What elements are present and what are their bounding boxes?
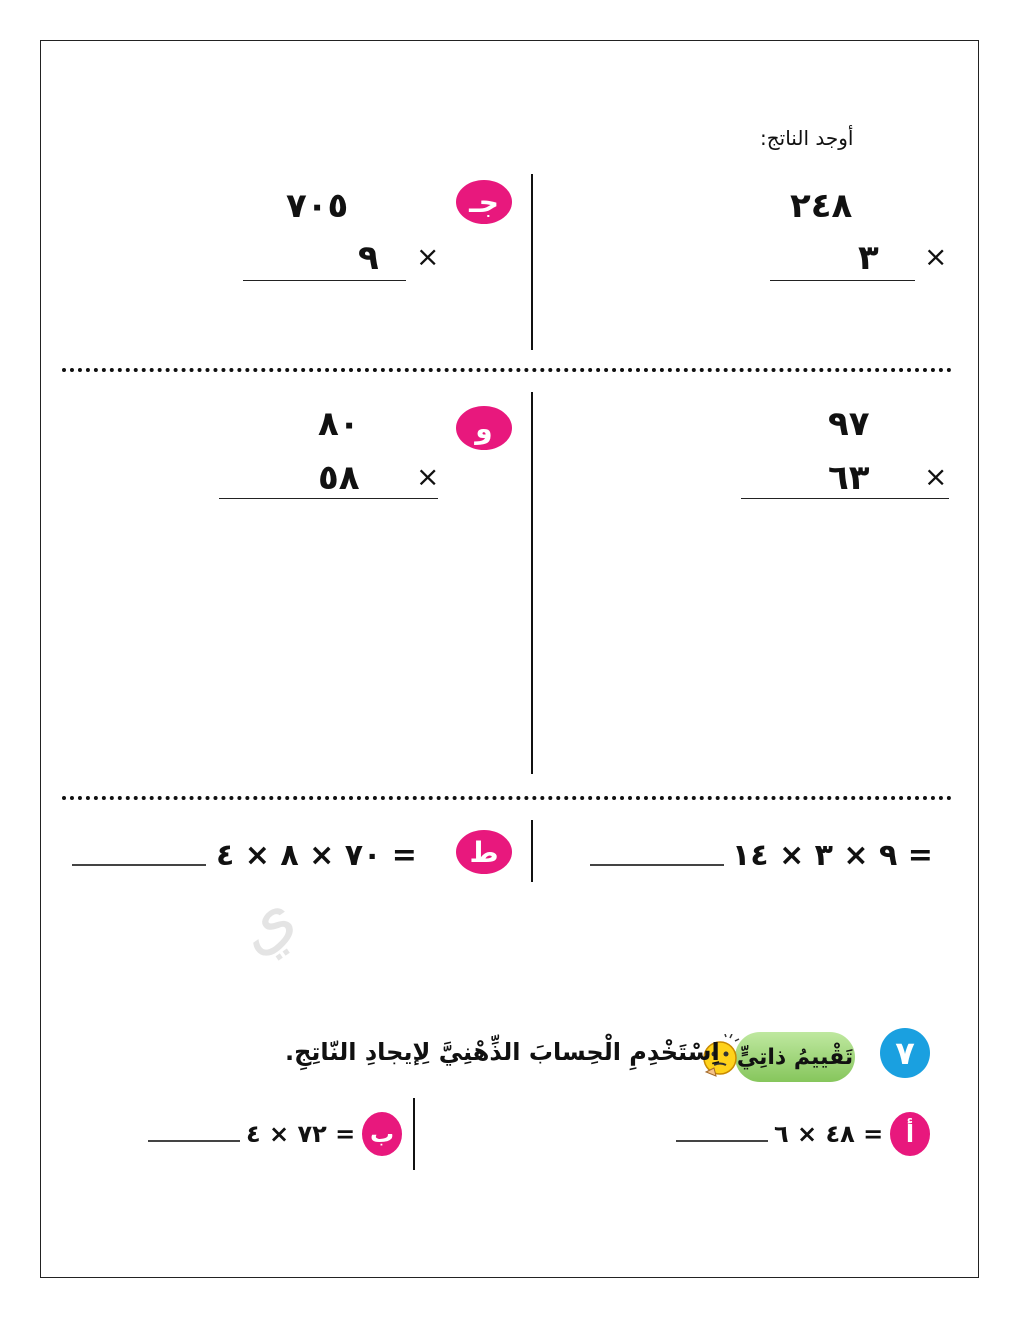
- answer-blank[interactable]: [72, 864, 206, 866]
- answer-line: [770, 280, 915, 281]
- problem-mid-left-multiplier: ٥٨: [318, 458, 360, 498]
- answer-blank[interactable]: [148, 1140, 240, 1142]
- times-icon: ×: [924, 460, 948, 493]
- problem-row3-right-expression: ٩ × ٣ × ١٤ =: [732, 838, 933, 873]
- vertical-divider: [531, 820, 533, 882]
- vertical-divider: [413, 1098, 415, 1170]
- dotted-separator: [62, 796, 952, 800]
- answer-blank[interactable]: [676, 1140, 768, 1142]
- answer-line: [741, 498, 949, 499]
- problem-top-left-multiplier: ٩: [358, 238, 379, 278]
- times-icon: ×: [924, 240, 948, 273]
- problem-badge-baa: ب: [362, 1112, 402, 1156]
- problem-mid-right-multiplicand: ٩٧: [828, 404, 870, 444]
- problem-mid-left-multiplicand: ٨٠: [318, 404, 360, 444]
- times-icon: ×: [416, 240, 440, 273]
- problem-top-left-multiplicand: ٧٠٥: [286, 186, 349, 226]
- problem-top-right-multiplicand: ٢٤٨: [790, 186, 853, 226]
- answer-line: [243, 280, 406, 281]
- section-number-badge: ٧: [880, 1028, 930, 1078]
- problem-badge-waw: و: [456, 406, 512, 450]
- dotted-separator: [62, 368, 952, 372]
- problem-badge-taa: ط: [456, 830, 512, 874]
- vertical-divider: [531, 392, 533, 774]
- answer-line: [219, 498, 438, 499]
- times-icon: ×: [416, 460, 440, 493]
- problem-top-right-multiplier: ٣: [858, 238, 879, 278]
- problem-row3-left-expression: ٧٠ × ٨ × ٤ =: [216, 838, 417, 873]
- section-task-text: اِسْتَخْدِمِ الْحِسابَ الذِّهْنِيَّ لِإيجادِ النّاتِجِ.: [285, 1038, 720, 1066]
- problem-badge-jeem: جـ: [456, 180, 512, 224]
- vertical-divider: [531, 174, 533, 350]
- self-assessment-pill: تَقْييمُ ذاتِيٍّ: [735, 1032, 855, 1082]
- answer-blank[interactable]: [590, 864, 724, 866]
- problem-mid-right-multiplier: ٦٣: [828, 458, 870, 498]
- problem-badge-alif: أ: [890, 1112, 930, 1156]
- watermark: ي: [217, 871, 310, 971]
- problem-b-expression: ٧٢ × ٤ =: [246, 1120, 356, 1148]
- problem-a-expression: ٤٨ × ٦ =: [774, 1120, 884, 1148]
- instruction-text: أوجد الناتج:: [760, 126, 854, 150]
